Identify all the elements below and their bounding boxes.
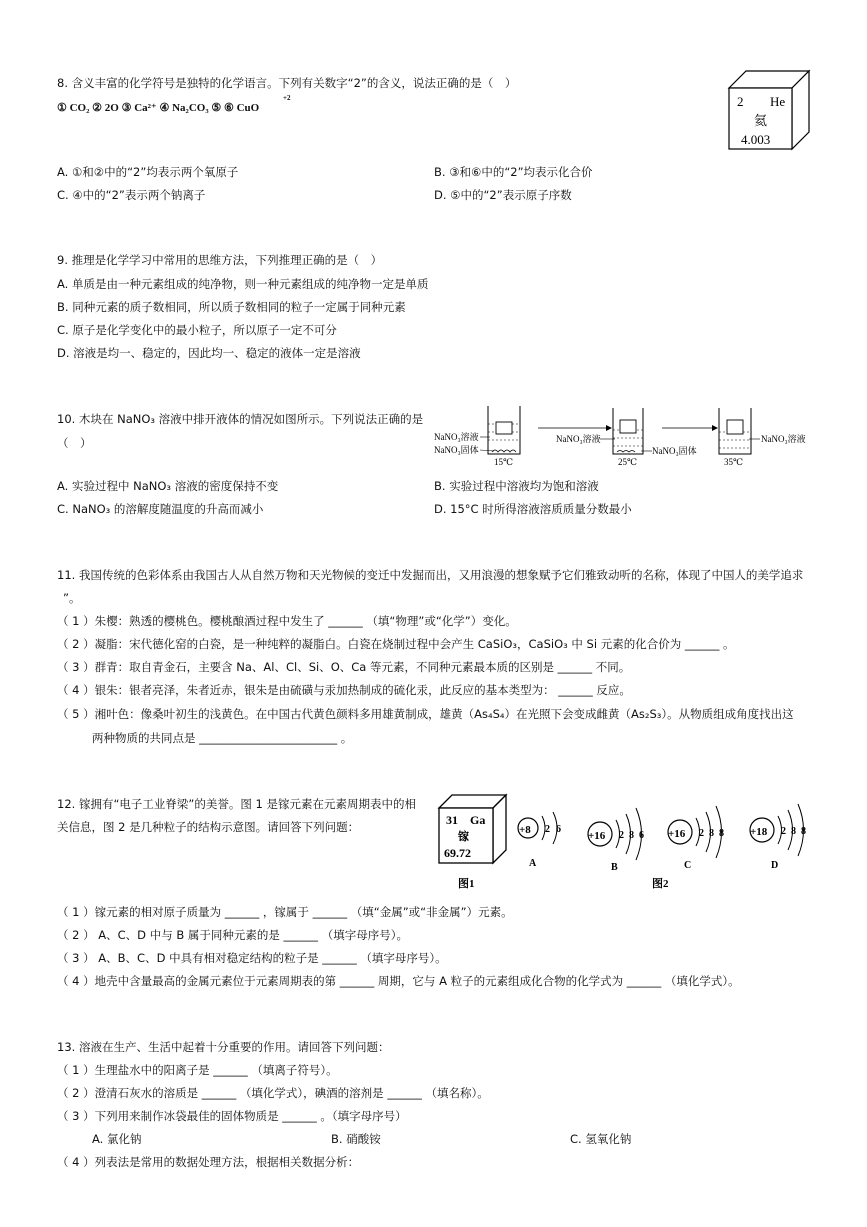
ga-name: 镓 — [458, 831, 469, 843]
particle-c-shell-3: 8 — [719, 828, 724, 839]
q10-stem-line1: 10. 木块在 NaNO₃ 溶液中排开液体的情况如图所示。下列说法正确的是 — [57, 412, 424, 426]
q10-option-b: B. 实验过程中溶液均为饱和溶液 — [434, 479, 599, 493]
particle-c — [652, 806, 724, 890]
particle-d-shell-2: 8 — [791, 826, 796, 837]
q13-option-b: B. 硝酸铵 — [331, 1132, 381, 1146]
q12-stem-line1: 12. 镓拥有“电子工业脊梁”的美誉。图 1 是镓元素在元素周期表中的相 — [57, 797, 416, 811]
q10-option-d: D. 15°C 时所得溶液溶质质量分数最小 — [434, 502, 632, 516]
fig-label-solid-1: NaNO₃固体 — [434, 445, 479, 455]
particle-c-nucleus: +16 — [668, 828, 686, 840]
fig-label-solution-2: NaNO₃溶液 — [556, 434, 601, 444]
q8-option-c: C. ④中的“2”表示两个钠离子 — [57, 188, 206, 202]
he-mass: 4.003 — [741, 132, 771, 147]
particle-b — [588, 808, 644, 873]
fig2-label: 图2 — [652, 878, 669, 890]
particle-d-label: D — [771, 860, 779, 871]
ga-number: 31 — [446, 813, 458, 827]
q13-option-c: C. 氢氧化钠 — [570, 1132, 632, 1146]
q11-item-5: （ 5 ）湘叶色：像桑叶初生的浅黄色。在中国古代黄色颜料多用雄黄制成，雄黄（As₄S₄）在光照下会变成雌黄（As₂S₃）。从物质组成角度找出这 — [57, 707, 794, 721]
particle-a-shell-1: 2 — [545, 824, 550, 835]
q8-symbols: ① CO₂ ② 2O ③ Ca²⁺ ④ Na₂CO₃ ⑤ ⑥ CuO — [57, 102, 260, 114]
fig-label-solution-1: NaNO₃溶液 — [434, 432, 479, 442]
particle-b-shell-3: 6 — [639, 830, 644, 841]
particle-c-shell-1: 2 — [699, 828, 704, 839]
fig-label-solution-3: NaNO₃溶液 — [761, 434, 806, 444]
fig-temp-3: 35℃ — [724, 457, 744, 467]
q11-item-4: （ 4 ）银朱：银者亮泽，朱者近赤，银朱是由硫磺与汞加热制成的硫化汞，此反应的基本类型为： ______ 反应。 — [57, 683, 631, 697]
particle-b-nucleus: +16 — [588, 830, 606, 842]
particle-d-nucleus: +18 — [750, 826, 768, 838]
beaker-2 — [613, 408, 643, 454]
beaker-experiment-figure — [430, 402, 815, 468]
fig1-label: 图1 — [458, 878, 475, 890]
particle-a-nucleus: +8 — [519, 824, 531, 836]
beaker-1 — [488, 406, 520, 454]
particle-d-shell-3: 8 — [801, 826, 806, 837]
q11-stem-line1: 11. 我国传统的色彩体系由我国古人从自然万物和天光物候的变迁中发掘而出，又用浪漫的想象赋予它们雅致动听的名称，体现了中国人的美学追求 — [57, 568, 804, 582]
q10-option-c: C. NaNO₃ 的溶解度随温度的升高而减小 — [57, 502, 264, 516]
q8-option-d: D. ⑤中的“2”表示原子序数 — [434, 188, 572, 202]
q11-item-1: （ 1 ）朱樱：熟透的樱桃色。樱桃酿酒过程中发生了 ______ （填“物理”或“化学”）变化。 — [57, 614, 517, 628]
q13-item-3: （ 3 ）下列用来制作冰袋最佳的固体物质是 ______ 。（填字母序号） — [57, 1109, 407, 1123]
beaker-3 — [719, 408, 751, 454]
he-number: 2 — [737, 94, 744, 109]
q10-option-a: A. 实验过程中 NaNO₃ 溶液的密度保持不变 — [57, 479, 279, 493]
q13-stem: 13. 溶液在生产、生活中起着十分重要的作用。请回答下列问题： — [57, 1040, 390, 1054]
helium-element-box — [726, 68, 814, 154]
q8-stem: 8. 含义丰富的化学符号是独特的化学语言。下列有关数字“2”的含义，说法正确的是（ ） — [57, 76, 517, 90]
gallium-structure-figure — [436, 790, 816, 892]
q12-item-2: （ 2 ） A、C、D 中与 B 属于同种元素的是 ______ （填字母序号）。 — [57, 928, 408, 942]
ga-mass: 69.72 — [444, 846, 471, 860]
he-symbol: He — [770, 94, 786, 109]
q11-item-5-continued: 两种物质的共同点是 ________________________ 。 — [92, 731, 353, 745]
particle-b-shell-2: 8 — [629, 830, 634, 841]
particle-d-shell-1: 2 — [781, 826, 786, 837]
q12-item-3: （ 3 ） A、B、C、D 中具有相对稳定结构的粒子是 ______ （填字母序号）。 — [57, 951, 447, 965]
particle-b-label: B — [611, 862, 618, 873]
q13-item-1: （ 1 ）生理盐水中的阳离子是 ______ （填离子符号）。 — [57, 1063, 338, 1077]
q13-option-a: A. 氯化钠 — [92, 1132, 142, 1146]
q8-cu-charge: +2 — [283, 94, 291, 102]
q11-stem-line2: ”。 — [63, 591, 81, 605]
q9-option-a: A. 单质是由一种元素组成的纯净物，则一种元素组成的纯净物一定是单质 — [57, 277, 429, 291]
q8-option-b: B. ③和⑥中的“2”均表示化合价 — [434, 165, 593, 179]
ga-symbol: Ga — [470, 813, 486, 827]
q12-item-4: （ 4 ）地壳中含量最高的金属元素位于元素周期表的第 ______ 周期，它与 A 粒子的元素组成化合物的化学式为 ______ （填化学式）。 — [57, 974, 740, 988]
q8-option-a: A. ①和②中的“2”均表示两个氧原子 — [57, 165, 239, 179]
he-name: 氦 — [754, 113, 768, 128]
q9-stem: 9. 推理是化学学习中常用的思维方法，下列推理正确的是（ ） — [57, 253, 383, 267]
q11-item-2: （ 2 ）凝脂：宋代德化窑的白瓷，是一种纯粹的凝脂白。白瓷在烧制过程中会产生 CaSiO₃，CaSiO₃ 中 Si 元素的化合价为 ______ 。 — [57, 637, 735, 651]
gallium-element-box — [439, 795, 506, 863]
particle-a — [518, 812, 561, 869]
fig-temp-2: 25℃ — [618, 457, 638, 467]
particle-a-shell-2: 6 — [556, 824, 561, 835]
q12-stem-line2: 关信息，图 2 是几种粒子的结构示意图。请回答下列问题： — [57, 820, 360, 834]
q12-item-1: （ 1 ）镓元素的相对原子质量为 ______ ，镓属于 ______ （填“金属”或“非金属”）元素。 — [57, 905, 513, 919]
particle-a-label: A — [529, 858, 537, 869]
particle-b-shell-1: 2 — [619, 830, 624, 841]
particle-c-shell-2: 8 — [709, 828, 714, 839]
fig-label-solid-2: NaNO₃固体 — [652, 446, 697, 456]
q9-option-d: D. 溶液是均一、稳定的，因此均一、稳定的液体一定是溶液 — [57, 346, 361, 360]
q10-stem-line2: （ ） — [57, 436, 92, 450]
fig-temp-1: 15℃ — [494, 457, 514, 467]
particle-d — [750, 804, 806, 871]
q9-option-b: B. 同种元素的质子数相同，所以质子数相同的粒子一定属于同种元素 — [57, 300, 406, 314]
q9-option-c: C. 原子是化学变化中的最小粒子，所以原子一定不可分 — [57, 323, 337, 337]
particle-c-label: C — [684, 860, 692, 871]
q11-item-3: （ 3 ）群青：取自青金石，主要含 Na、Al、Cl、Si、O、Ca 等元素，不同种元素最本质的区别是 ______ 不同。 — [57, 660, 631, 674]
q13-item-4: （ 4 ）列表法是常用的数据处理方法，根据相关数据分析： — [57, 1155, 360, 1169]
q13-item-2: （ 2 ）澄清石灰水的溶质是 ______ （填化学式），碘酒的溶剂是 ______ （填名称）。 — [57, 1086, 489, 1100]
